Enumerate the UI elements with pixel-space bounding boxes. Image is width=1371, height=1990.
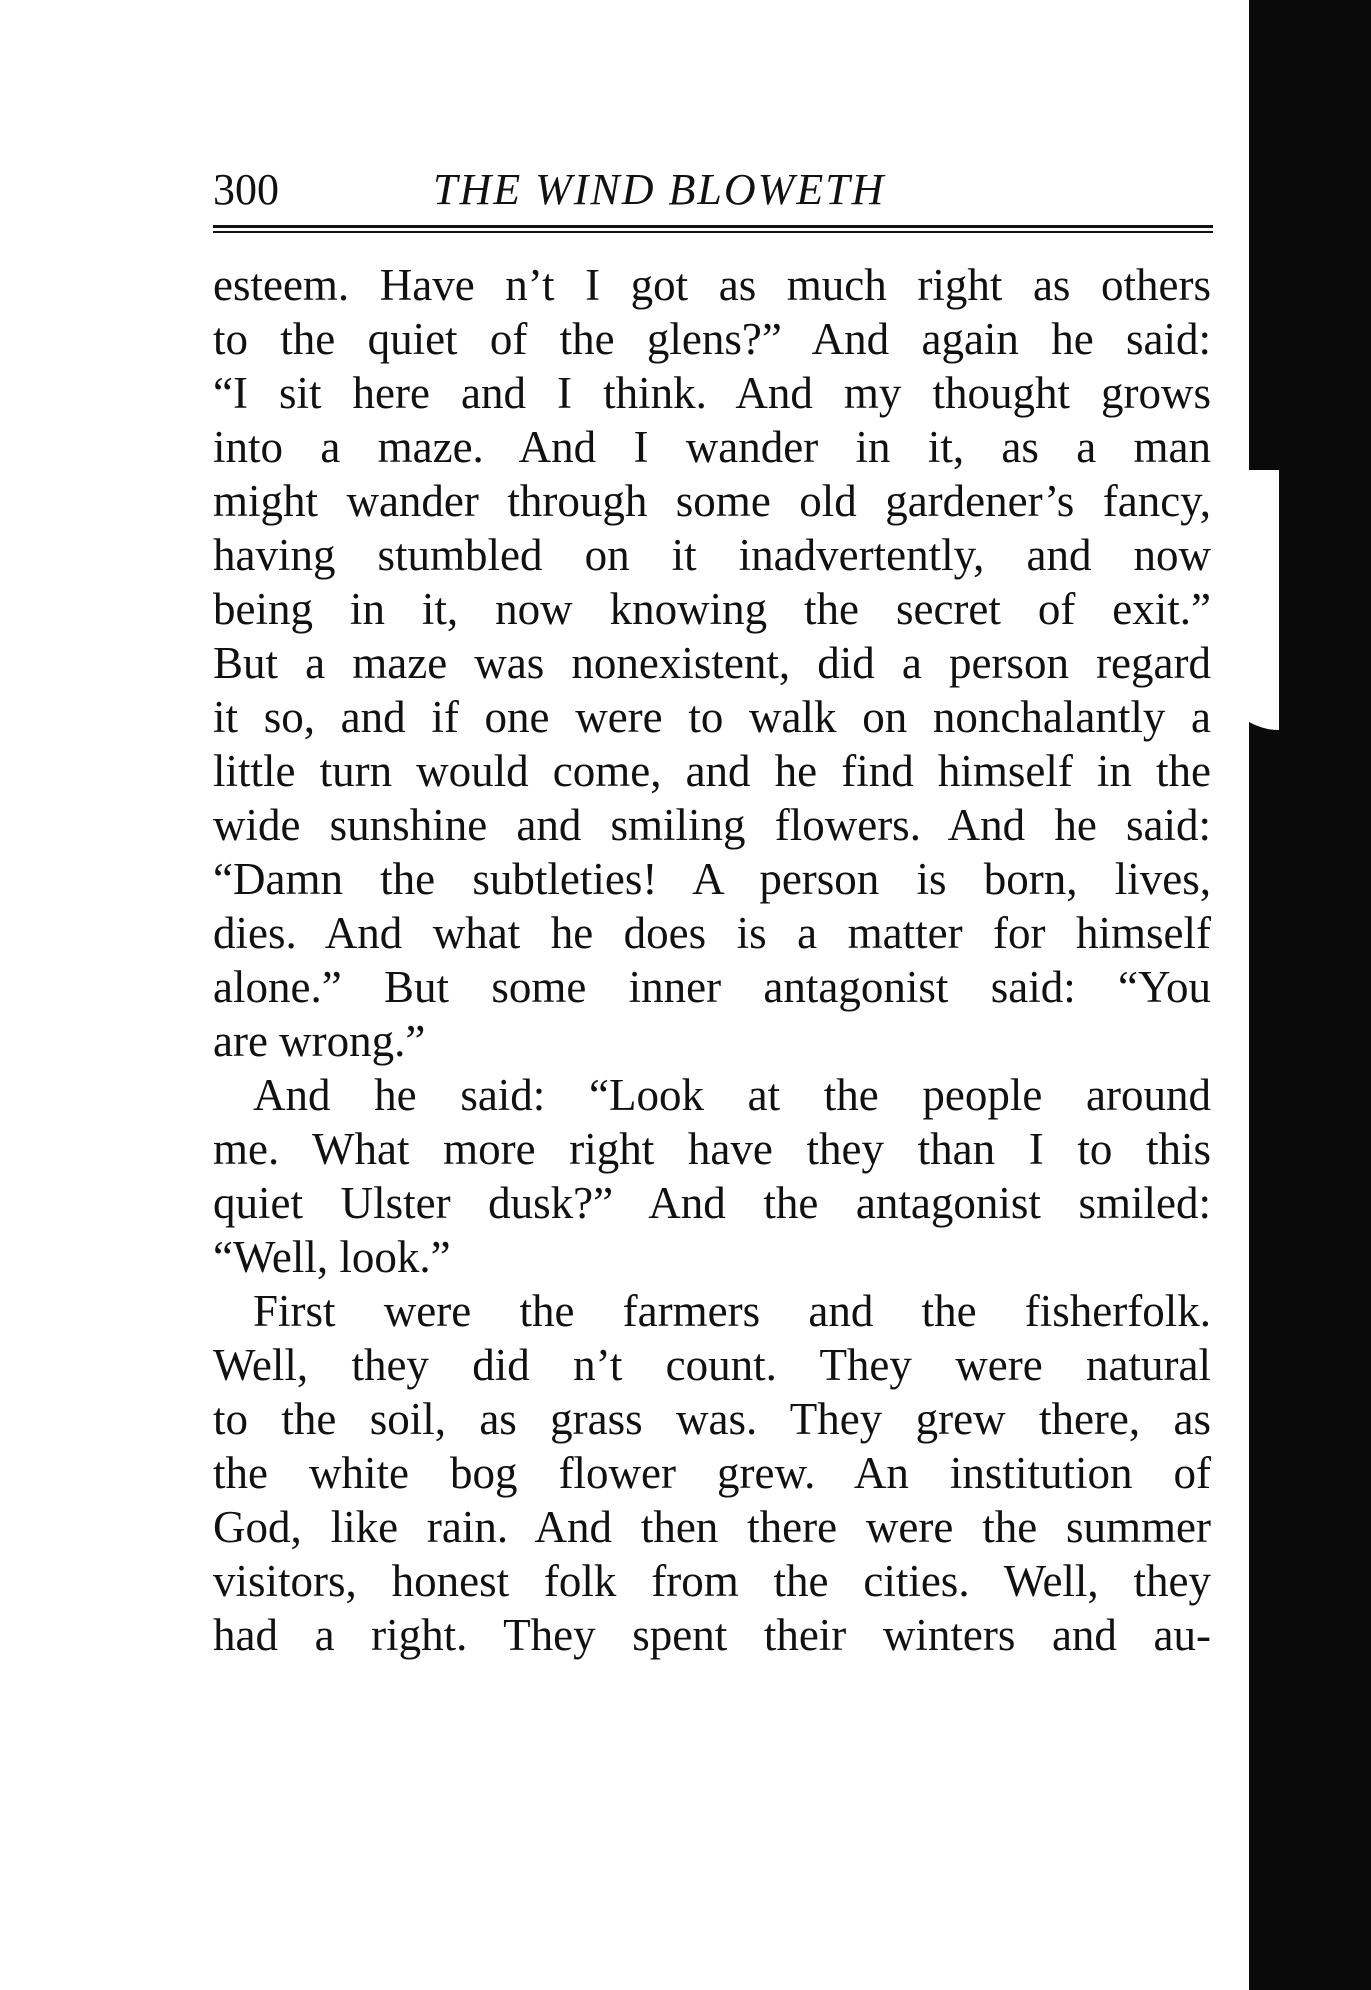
- text-line: visitors, honest folk from the cities. Well, they: [213, 1556, 1211, 1606]
- text-line: little turn would come, and he find himself in the: [213, 746, 1211, 796]
- text-line: First were the farmers and the fisherfolk.: [253, 1286, 1211, 1336]
- text-line: God, like rain. And then there were the summer: [213, 1502, 1211, 1552]
- text-line: esteem. Have n’t I got as much right as others: [213, 260, 1211, 310]
- text-line: are wrong.”: [213, 1016, 426, 1066]
- body-text: [213, 258, 1211, 1662]
- page-header: [213, 160, 1213, 220]
- text-line: into a maze. And I wander in it, as a man: [213, 422, 1211, 472]
- text-line: Well, they did n’t count. They were natural: [213, 1340, 1211, 1390]
- text-line: to the quiet of the glens?” And again he said:: [213, 314, 1211, 364]
- text-line: the white bog flower grew. An institution of: [213, 1448, 1211, 1498]
- text-line: dies. And what he does is a matter for himself: [213, 908, 1211, 958]
- binding-edge: [1249, 0, 1371, 1990]
- running-title: THE WIND BLOWETH: [433, 165, 886, 214]
- text-line: me. What more right have they than I to this: [213, 1124, 1211, 1174]
- text-line: having stumbled on it inadvertently, and now: [213, 530, 1211, 580]
- text-line: had a right. They spent their winters and au-: [213, 1610, 1211, 1660]
- text-line: being in it, now knowing the secret of exit.”: [213, 584, 1211, 634]
- text-line: to the soil, as grass was. They grew there, as: [213, 1394, 1211, 1444]
- text-line: might wander through some old gardener’s fancy,: [213, 476, 1211, 526]
- header-rule: [213, 225, 1213, 228]
- page-number: 300: [213, 165, 279, 214]
- text-line: And he said: “Look at the people around: [253, 1070, 1211, 1120]
- text-line: “I sit here and I think. And my thought grows: [213, 368, 1211, 418]
- text-line: wide sunshine and smiling flowers. And he said:: [213, 800, 1211, 850]
- text-line: But a maze was nonexistent, did a person regard: [213, 638, 1211, 688]
- text-line: “Well, look.”: [213, 1232, 451, 1282]
- binding-notch: [1219, 470, 1279, 730]
- text-line: “Damn the subtleties! A person is born, lives,: [213, 854, 1211, 904]
- text-line: alone.” But some inner antagonist said: “You: [213, 962, 1211, 1012]
- text-line: it so, and if one were to walk on nonchalantly a: [213, 692, 1211, 742]
- text-line: quiet Ulster dusk?” And the antagonist smiled:: [213, 1178, 1211, 1228]
- header-rule-thin: [213, 231, 1213, 233]
